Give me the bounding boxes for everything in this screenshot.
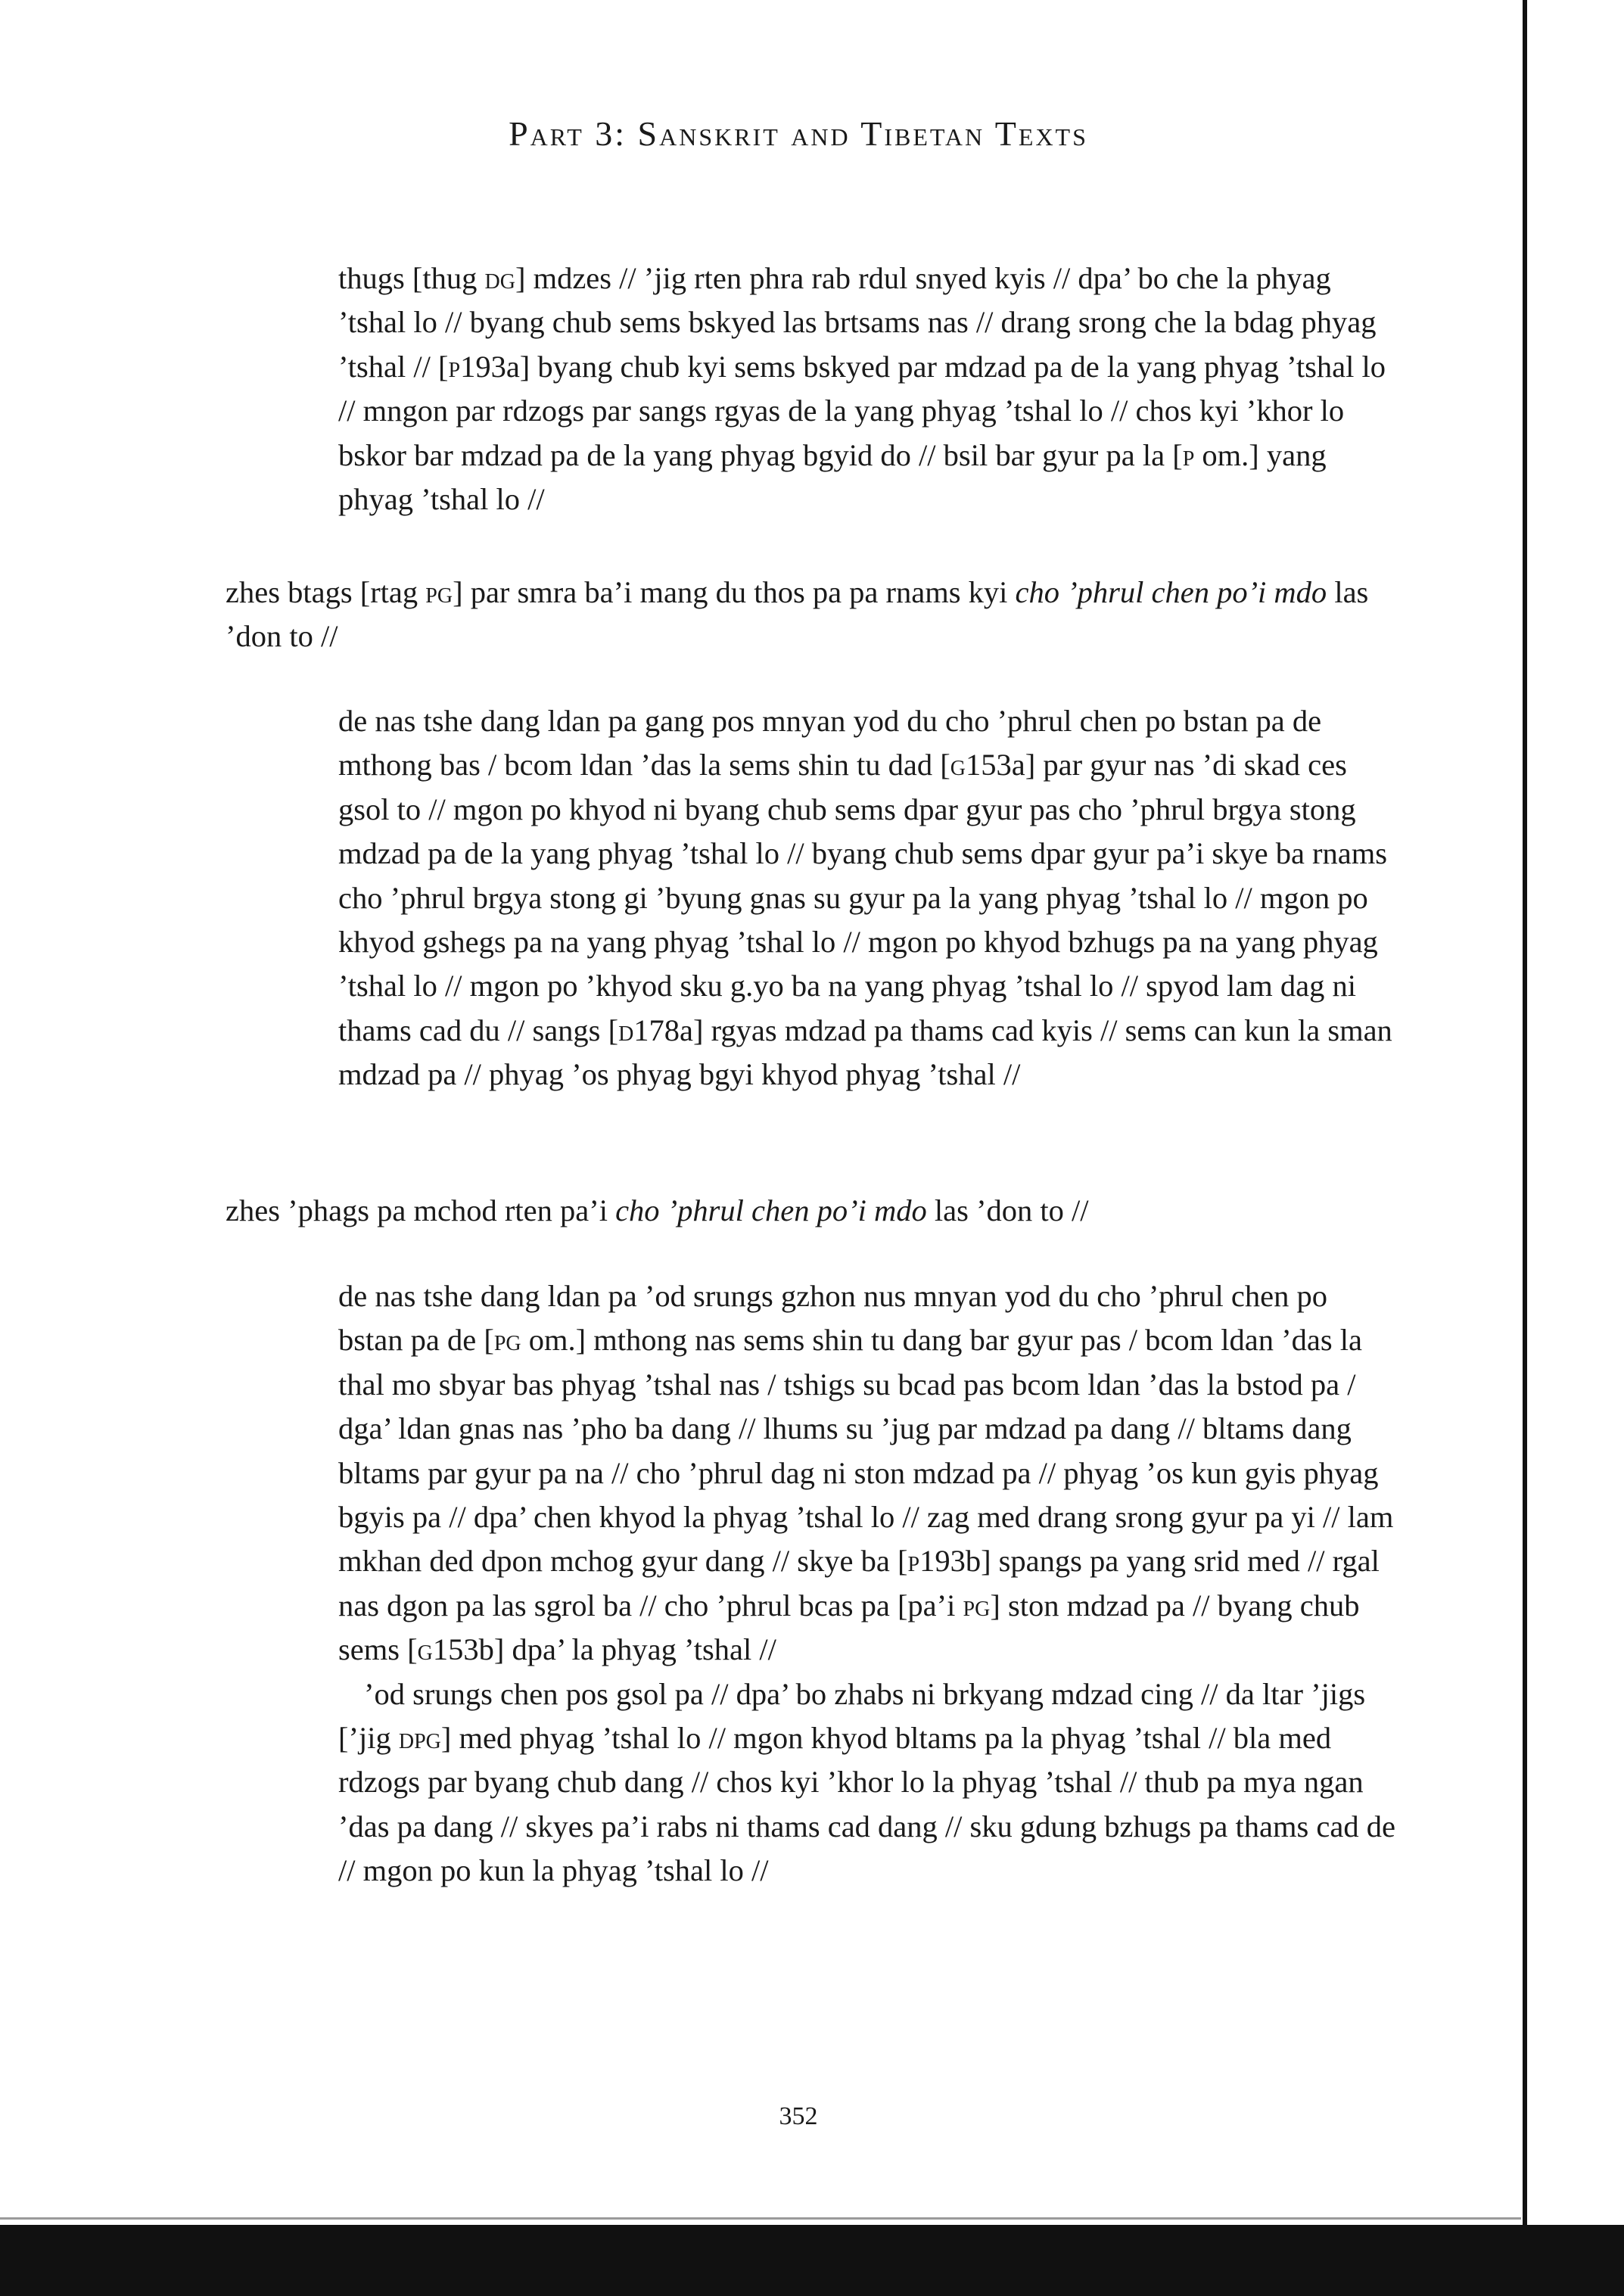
text-run: zhes ’phags pa mchod rten pa’i <box>226 1193 616 1227</box>
siglum: pg <box>963 1588 991 1622</box>
siglum: p <box>1182 437 1195 472</box>
paragraph <box>226 571 1406 659</box>
quoted-passage-2 <box>338 699 1398 1097</box>
paragraph <box>226 1189 1406 1233</box>
text-run: thugs [thug <box>338 261 485 295</box>
page-bottom-edge <box>0 2217 1521 2220</box>
text-run: de nas tshe dang ldan pa ’od srungs gzhon nus mnyan yod du cho ’phrul chen po bstan pa de [ <box>338 1279 1327 1358</box>
paragraph <box>338 699 1398 1097</box>
work-title: cho ’phrul chen po’i mdo <box>615 1193 927 1227</box>
running-head: Part 3: Sanskrit and Tibetan Texts <box>509 114 1088 153</box>
siglum: p <box>448 349 461 384</box>
siglum: pg <box>425 575 453 609</box>
siglum: pg <box>493 1323 521 1358</box>
text-run: ] mdzes // ’jig rten phra rab rdul snyed kyis // dpa’ bo che la phyag ’tshal lo // byang chub sems bskyed las brtsams nas // drang srong che la bdag phyag ’tshal // [ <box>338 261 1377 384</box>
text-run: ] par smra ba’i mang du thos pa pa rnams kyi <box>453 575 1016 609</box>
text-run: las ’don to // <box>226 575 1369 654</box>
text-run: de nas tshe dang ldan pa gang pos mnyan yod du cho ’phrul chen po bstan pa de mthong bas / bcom ldan ’das la sems shin tu dad [ <box>338 704 1322 782</box>
prose-paragraph-2 <box>226 1189 1406 1233</box>
prose-paragraph-1 <box>226 571 1406 659</box>
siglum: p <box>907 1544 920 1579</box>
text-run: 153b] dpa’ la phyag ’tshal // <box>432 1632 776 1667</box>
text-run: zhes btags [rtag <box>226 575 426 609</box>
siglum: dg <box>484 261 515 295</box>
text-run: 153a] par gyur nas ’di skad ces gsol to // mgon po khyod ni byang chub sems dpar gyur pas cho ’phrul brgya stong mdzad pa de la yang phyag ’tshal lo // byang chub sems dpar gyur pa’i skye ba rnams cho ’phrul brgya stong gi ’byung gnas su gyur pa la yang phyag ’tshal lo // mgon po khyod gshegs pa na yang phyag ’tshal lo // mgon po khyod bzhugs pa na yang phyag ’tshal lo // mgon po ’khyod sku g.yo ba na yang phyag ’tshal lo // spyod lam dag ni thams cad du // sangs [ <box>338 748 1388 1047</box>
siglum: d <box>618 1013 634 1047</box>
text-run: 178a] rgyas mdzad pa thams cad kyis // sems can kun la sman mdzad pa // phyag ’os phyag bgyi khyod phyag ’tshal // <box>338 1013 1392 1092</box>
quoted-passage-1 <box>338 257 1398 521</box>
paragraph <box>338 1274 1398 1672</box>
page-number: 352 <box>779 2102 818 2130</box>
text-run: ’od srungs chen pos gsol pa // dpa’ bo zhabs ni brkyang mdzad cing // da ltar ’jigs [’jig <box>338 1676 1366 1756</box>
paragraph <box>338 1672 1398 1893</box>
text-run: 193b] spangs pa yang srid med // rgal nas dgon pa las sgrol ba // cho ’phrul bcas pa [pa’i <box>338 1544 1380 1622</box>
text-run: 193a] byang chub kyi sems bskyed par mdzad pa de la yang phyag ’tshal lo // mngon par rdzogs par sangs rgyas de la yang phyag ’tshal lo // chos kyi ’khor lo bskor bar mdzad pa de la yang phyag bgyid do // bsil bar gyur pa la [ <box>338 349 1386 472</box>
text-run: om.] yang phyag ’tshal lo // <box>338 437 1327 517</box>
text-run: ] med phyag ’tshal lo // mgon khyod bltams pa la phyag ’tshal // bla med rdzogs par byang chub dang // chos kyi ’khor lo la phyag ’tshal // thub pa mya ngan ’das pa dang // skyes pa’i rabs ni thams cad dang // sku gdung bzhugs pa thams cad de // mgon po kun la phyag ’tshal lo // <box>338 1721 1395 1888</box>
paragraph <box>338 257 1398 521</box>
text-run: om.] mthong nas sems shin tu dang bar gyur pas / bcom ldan ’das la thal mo sbyar bas phyag ’tshal nas / tshigs su bcad pas bcom ldan ’das la bstod pa / dga’ ldan gnas nas ’pho ba dang // lhums su ’jug par mdzad pa dang // bltams dang bltams par gyur pa na // cho ’phrul dag ni ston mdzad pa // phyag ’os kun gyis phyag bgyis pa // dpa’ chen khyod la phyag ’tshal lo // zag med drang srong gyur pa yi // lam mkhan ded dpon mchog gyur dang // skye ba [ <box>338 1323 1394 1579</box>
work-title: cho ’phrul chen po’i mdo <box>1015 575 1327 609</box>
siglum: g <box>417 1632 433 1667</box>
page-edge-shadow-bottom <box>0 2225 1624 2296</box>
page-edge-shadow-right <box>1523 0 1527 2232</box>
siglum: dpg <box>398 1721 441 1756</box>
quoted-passage-3 <box>338 1274 1398 1893</box>
text-run: las ’don to // <box>926 1193 1089 1227</box>
siglum: g <box>950 748 966 782</box>
text-run: ] ston mdzad pa // byang chub sems [ <box>338 1588 1360 1667</box>
